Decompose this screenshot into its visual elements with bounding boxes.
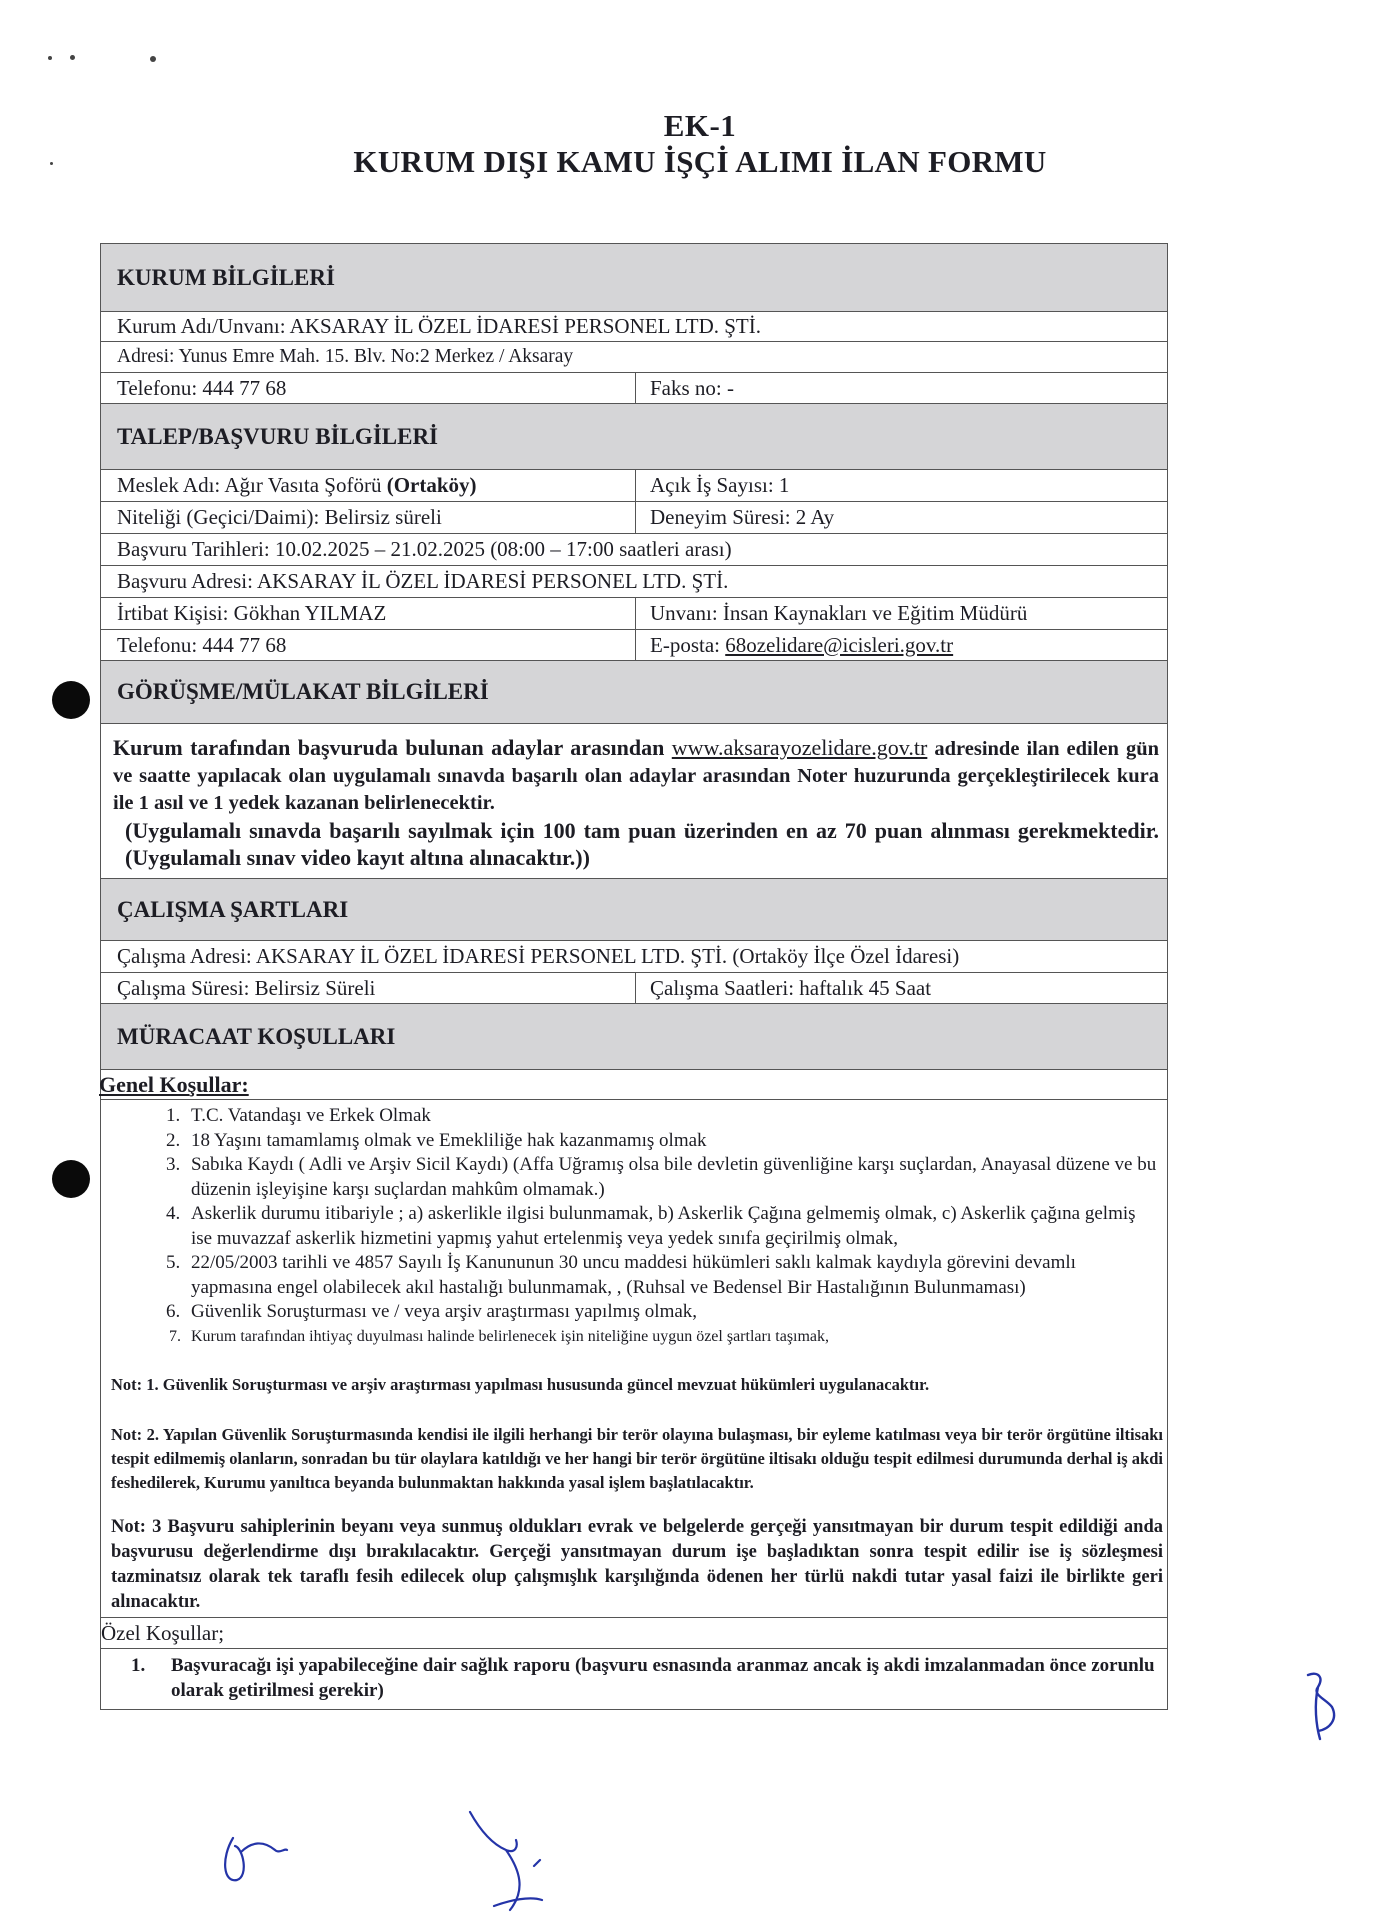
- row-job: [101, 470, 1167, 502]
- special-condition-text: Başvuracağı işi yapabileceğine dair sağlık raporu (başvuru esnasında aranmaz ancak iş akdi imzalanmadan önce zorunlu olarak getirilmesi gerekir): [171, 1655, 1155, 1701]
- interview-text-rest: adresinde ilan edilen gün ve saatte yapılacak olan uygulamalı sınavda başarılı olan adaylar arasından Noter huzurunda gerçekleştirilecek kura ile 1 asıl ve 1 yedek kazanan belirlenecektir.: [113, 738, 1159, 814]
- interview-info: [101, 724, 1167, 879]
- special-condition-number: 1.: [131, 1655, 146, 1676]
- experience: Deneyim Süresi: 2 Ay: [650, 505, 835, 529]
- general-conditions-list: [101, 1100, 1167, 1349]
- general-conditions-label: Genel Koşullar:: [99, 1071, 249, 1097]
- section-kurum-heading: KURUM BİLGİLERİ: [101, 244, 1167, 312]
- row-dates: [101, 534, 1167, 566]
- row-nature: [101, 502, 1167, 534]
- contact-email: [636, 630, 1167, 660]
- website-link[interactable]: www.aksarayozelidare.gov.tr: [671, 735, 928, 760]
- contact-person: İrtibat Kişisi: Gökhan YILMAZ: [101, 598, 636, 629]
- section-gorusme-heading: GÖRÜŞME/MÜLAKAT BİLGİLERİ: [101, 661, 1167, 724]
- signature-initial-right: [1300, 1665, 1350, 1745]
- interview-text-lead: Kurum tarafından başvuruda bulunan adaylar arasından: [113, 735, 672, 760]
- row-kurum-phone: [101, 373, 1167, 404]
- form-title: KURUM DIŞI KAMU İŞÇİ ALIMI İLAN FORMU: [353, 144, 1047, 179]
- punch-hole: [52, 681, 90, 719]
- email-link[interactable]: 68ozelidare@icisleri.gov.tr: [725, 632, 954, 657]
- note-3: Not: 3 Başvuru sahiplerinin beyanı veya sunmuş oldukları evrak ve belgelerde gerçeği yansıtmayan bir durum tespit edildiği anda başvurusu değerlendirme dışı bırakılacaktır. Gerçeği yansıtmayan durum işe başladıktan sonra tespit edilir ise iş sözleşmesi tazminatsız olarak tek taraflı fesih edilecek olup çalışmışlık karşılığında ödenen her türlü nakdi tutar yasal faizi ile birlikte geri alınacaktır.: [111, 1517, 1163, 1612]
- interview-exam-note: (Uygulamalı sınavda başarılı sayılmak için 100 tam puan üzerinden en az 70 puan alınması gerekmektedir. (Uygulamalı sınav video kayıt altına alınacaktır.)): [125, 818, 1159, 870]
- job-name: [101, 470, 636, 501]
- row-work-time: [101, 973, 1167, 1004]
- special-conditions-list: [101, 1648, 1167, 1709]
- scan-speck: [48, 56, 52, 60]
- row-kurum-name: [101, 312, 1167, 342]
- row-apply-address: [101, 566, 1167, 598]
- scan-speck: [70, 55, 75, 60]
- work-duration: Çalışma Süresi: Belirsiz Süreli: [101, 973, 636, 1003]
- section-calisma-heading: ÇALIŞMA ŞARTLARI: [101, 879, 1167, 941]
- section-talep-heading: TALEP/BAŞVURU BİLGİLERİ: [101, 404, 1167, 470]
- special-conditions-heading: [101, 1617, 1167, 1648]
- row-kurum-address: [101, 342, 1167, 373]
- job-nature: Niteliği (Geçici/Daimi): Belirsiz süreli: [101, 502, 636, 533]
- email-label: E-posta:: [650, 632, 720, 657]
- contact-title: Unvanı: İnsan Kaynakları ve Eğitim Müdürü: [650, 601, 1028, 625]
- application-address: Başvuru Adresi: AKSARAY İL ÖZEL İDARESİ PERSONEL LTD. ŞTİ.: [117, 569, 729, 593]
- work-hours: Çalışma Saatleri: haftalık 45 Saat: [650, 975, 932, 1000]
- row-contact-phone: [101, 630, 1167, 661]
- condition-item: 7. Kurum tarafından ihtiyaç duyulması halinde belirlenecek işin niteliğine uygun özel şartları taşımak,: [185, 1325, 1157, 1350]
- condition-item: 2. 18 Yaşını tamamlamış olmak ve Emekliliğe hak kazanmamış olmak: [185, 1129, 1157, 1154]
- general-conditions-heading: [101, 1070, 1167, 1100]
- work-address: Çalışma Adresi: AKSARAY İL ÖZEL İDARESİ PERSONEL LTD. ŞTİ. (Ortaköy İlçe Özel İdaresi): [117, 944, 960, 968]
- section-muracaat-heading: MÜRACAAT KOŞULLARI: [101, 1004, 1167, 1070]
- contact-phone: Telefonu: 444 77 68: [101, 630, 636, 660]
- row-work-address: [101, 941, 1167, 973]
- special-conditions-label: Özel Koşullar;: [101, 1620, 225, 1645]
- condition-item: 6. Güvenlik Soruşturması ve / veya arşiv araştırması yapılmış olmak,: [185, 1300, 1157, 1325]
- kurum-fax: Faks no: -: [650, 375, 734, 400]
- annex-label: EK-1: [663, 108, 737, 143]
- kurum-address: Adresi: Yunus Emre Mah. 15. Blv. No:2 Merkez / Aksaray: [117, 346, 574, 367]
- job-name-text: Meslek Adı: Ağır Vasıta Şoförü: [117, 473, 382, 497]
- condition-item: 3. Sabıka Kaydı ( Adli ve Arşiv Sicil Kaydı) (Affa Uğramış olsa bile devletin güvenliğine karşı suçlardan, Anayasal düzene ve bu düzenin işleyişine karşı suçlardan mahkûm olmamak.): [185, 1153, 1157, 1202]
- application-dates: Başvuru Tarihleri: 10.02.2025 – 21.02.2025 (08:00 – 17:00 saatleri arası): [117, 537, 732, 561]
- punch-hole: [52, 1160, 90, 1198]
- note-2: Not: 2. Yapılan Güvenlik Soruşturmasında kendisi ile ilgili herhangi bir terör olayına bulaşması, bir eyleme katılması veya bir terör örgütüne iltisakı tespit edilmemiş olanların, sonradan bu tür olaylara katıldığı ve her hangi bir terör örgütüne iltisakı olduğu tespit edilmesi durumunda derhal iş akdi feshedilerek, Kurumu yanıltıca beyanda bulunmaktan hakkında yasal işlem başlatılacaktır.: [111, 1425, 1163, 1492]
- condition-item: 1. T.C. Vatandaşı ve Erkek Olmak: [185, 1104, 1157, 1129]
- condition-item: 4. Askerlik durumu itibariyle ; a) askerlikle ilgisi bulunmamak, b) Askerlik Çağına gelmemiş olmak, c) Askerlik çağına gelmiş ise muvazzaf askerlik hizmetini yapmış yahut ertelenmiş veya yedek sınıfa geçirilmiş olmak,: [185, 1202, 1157, 1251]
- special-condition-item: [131, 1653, 1157, 1703]
- scan-speck: [150, 56, 156, 62]
- kurum-name: Kurum Adı/Unvanı: AKSARAY İL ÖZEL İDARESİ PERSONEL LTD. ŞTİ.: [117, 314, 762, 338]
- job-location: (Ortaköy): [386, 473, 477, 497]
- open-positions: Açık İş Sayısı: 1: [650, 473, 790, 497]
- signature-initial-center: [460, 1800, 580, 1920]
- condition-item: 5. 22/05/2003 tarihli ve 4857 Sayılı İş Kanununun 30 uncu maddesi hükümleri saklı kalmak kaydıyla görevini devamlı yapmasına engel olabilecek akıl hastalığı bulunmamak, , (Ruhsal ve Bedensel Bir Hastalığının Bulunmaması): [185, 1251, 1157, 1300]
- form-table: [100, 243, 1168, 1710]
- signature-initial-left: [215, 1828, 305, 1898]
- note-1: Not: 1. Güvenlik Soruşturması ve arşiv araştırması yapılması hususunda güncel mevzuat hükümleri uygulanacaktır.: [111, 1375, 930, 1394]
- row-contact: [101, 598, 1167, 630]
- kurum-phone: Telefonu: 444 77 68: [101, 373, 636, 403]
